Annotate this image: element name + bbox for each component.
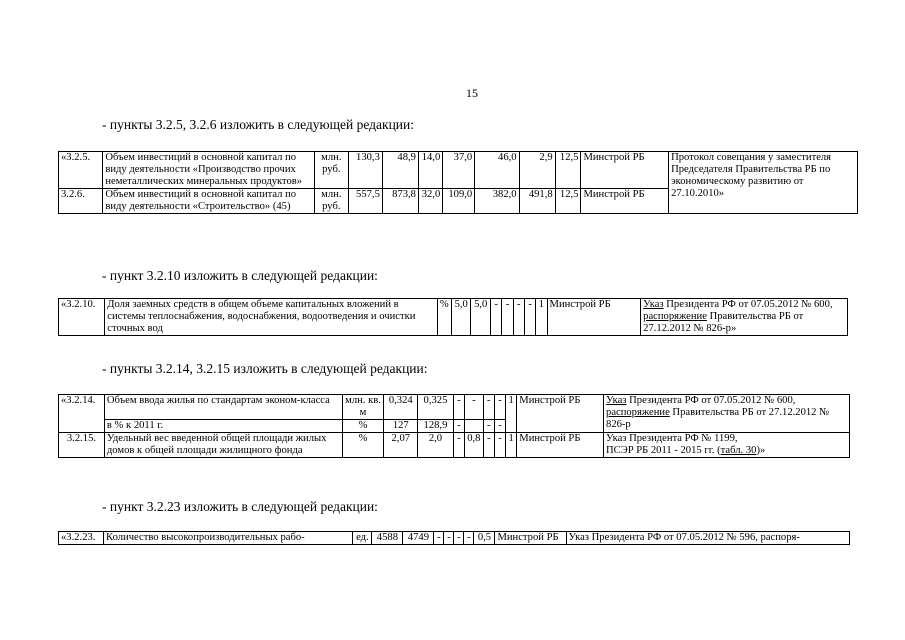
value: -: [494, 395, 505, 420]
item-number: 3.2.6.: [59, 189, 103, 214]
unit: %: [342, 420, 384, 433]
value: -: [483, 395, 494, 420]
table-link[interactable]: табл. 30: [720, 445, 757, 456]
section-heading-2: - пункт 3.2.10 изложить в следующей редакции:: [102, 268, 378, 283]
indicator-name: Объем ввода жилья по стандартам эконом-класса: [104, 395, 342, 420]
indicator-subname: в % к 2011 г.: [104, 420, 342, 433]
value: [465, 420, 484, 433]
value: 46,0: [475, 152, 519, 189]
basis-document: [604, 395, 850, 433]
value: 12,5: [555, 189, 581, 214]
document-text: )»: [756, 445, 766, 456]
value: -: [454, 532, 464, 545]
value: 1: [506, 395, 517, 433]
table-3-2-10: [58, 298, 848, 336]
value: -: [453, 420, 464, 433]
value: 2,9: [519, 152, 555, 189]
value: 128,9: [418, 420, 454, 433]
value: -: [494, 420, 505, 433]
table-row: [59, 532, 850, 545]
value: 5,0: [471, 299, 491, 336]
unit: млн. руб.: [314, 189, 348, 214]
value: 12,5: [555, 152, 581, 189]
table-3-2-5: [58, 151, 858, 214]
document-text: Президента РФ от 07.05.2012 № 600,: [663, 299, 833, 310]
item-number: «3.2.14.: [59, 395, 105, 433]
responsible-org: Минстрой РБ: [517, 395, 604, 433]
value: 5,0: [451, 299, 471, 336]
table-row: [59, 433, 850, 458]
responsible-org: Минстрой РБ: [581, 152, 669, 189]
unit: %: [342, 433, 384, 458]
basis-document: Указ Президента РФ от 07.05.2012 № 596, распоря-: [566, 532, 849, 545]
page-number: 15: [466, 86, 478, 100]
item-number: 3.2.15.: [59, 433, 105, 458]
document-text: Правительства РБ от 27.12.2012 № 826-р»: [643, 311, 804, 334]
value: 4749: [403, 532, 434, 545]
value: -: [434, 532, 444, 545]
value: 1: [506, 433, 517, 458]
indicator-name: Доля заемных средств в общем объеме капитальных вложений в системы теплоснабжения, водоснабжения, водоотведения и очистки сточных вод: [105, 299, 437, 336]
document-text: ПСЭР РБ 2011 - 2015 гг. (: [606, 445, 721, 456]
basis-document: Протокол совещания у заместителя Председателя Правительства РБ по экономическому развитию от 27.10.2010»: [669, 152, 858, 214]
value: 2,0: [418, 433, 454, 458]
indicator-name: Удельный вес введенной общей площади жилых домов к общей площади жилищного фонда: [104, 433, 342, 458]
document-text: Указ Президента РФ № 1199,: [606, 433, 738, 444]
value: -: [444, 532, 454, 545]
value: -: [464, 532, 474, 545]
indicator-name: Объем инвестиций в основной капитал по виду деятельности «Производство прочих неметаллических минеральных продуктов»: [103, 152, 314, 189]
value: -: [524, 299, 535, 336]
item-number: «3.2.23.: [59, 532, 104, 545]
value: -: [453, 395, 464, 420]
table-row: [59, 395, 850, 420]
value: 557,5: [348, 189, 382, 214]
section-heading-4: - пункт 3.2.23 изложить в следующей редакции:: [102, 499, 378, 514]
value: 2,07: [384, 433, 418, 458]
value: 382,0: [475, 189, 519, 214]
value: -: [483, 420, 494, 433]
value: 130,3: [348, 152, 382, 189]
value: 873,8: [382, 189, 418, 214]
value: 127: [384, 420, 418, 433]
value: -: [465, 395, 484, 420]
value: -: [483, 433, 494, 458]
order-link[interactable]: распоряжение: [606, 407, 670, 418]
value: 109,0: [443, 189, 475, 214]
value: 0,8: [465, 433, 484, 458]
value: 4588: [372, 532, 403, 545]
responsible-org: Минстрой РБ: [517, 433, 604, 458]
unit: млн. кв. м: [342, 395, 384, 420]
document-text: Президента РФ от 07.05.2012 № 600,: [626, 395, 796, 406]
order-link[interactable]: распоряжение: [643, 311, 707, 322]
unit: млн. руб.: [314, 152, 348, 189]
value: 491,8: [519, 189, 555, 214]
table-row: [59, 152, 858, 189]
value: 32,0: [418, 189, 442, 214]
responsible-org: Минстрой РБ: [581, 189, 669, 214]
responsible-org: Минстрой РБ: [495, 532, 566, 545]
unit: %: [437, 299, 451, 336]
value: 1: [536, 299, 547, 336]
indicator-name: Объем инвестиций в основной капитал по виду деятельности «Строительство» (45): [103, 189, 314, 214]
value: 48,9: [382, 152, 418, 189]
basis-document: [604, 433, 850, 458]
decree-link[interactable]: Указ: [643, 299, 664, 310]
item-number: «3.2.10.: [59, 299, 105, 336]
value: -: [453, 433, 464, 458]
value: -: [490, 299, 501, 336]
unit: ед.: [353, 532, 372, 545]
responsible-org: Минстрой РБ: [547, 299, 641, 336]
table-3-2-23: [58, 531, 850, 545]
indicator-name: Количество высокопроизводительных рабо-: [104, 532, 353, 545]
value: -: [513, 299, 524, 336]
section-heading-3: - пункты 3.2.14, 3.2.15 изложить в следующей редакции:: [102, 361, 428, 376]
value: 0,324: [384, 395, 418, 420]
table-row: [59, 299, 848, 336]
item-number: «3.2.5.: [59, 152, 103, 189]
table-3-2-14: [58, 394, 850, 458]
value: -: [502, 299, 513, 336]
value: 0,5: [474, 532, 495, 545]
value: 0,325: [418, 395, 454, 420]
basis-document: [641, 299, 848, 336]
document-text: Правительства РБ от 27.12.2012 № 826-р: [606, 407, 830, 430]
value: 14,0: [418, 152, 442, 189]
decree-link[interactable]: Указ: [606, 395, 627, 406]
section-heading-1: - пункты 3.2.5, 3.2.6 изложить в следующей редакции:: [102, 117, 415, 132]
value: 37,0: [443, 152, 475, 189]
value: -: [494, 433, 505, 458]
